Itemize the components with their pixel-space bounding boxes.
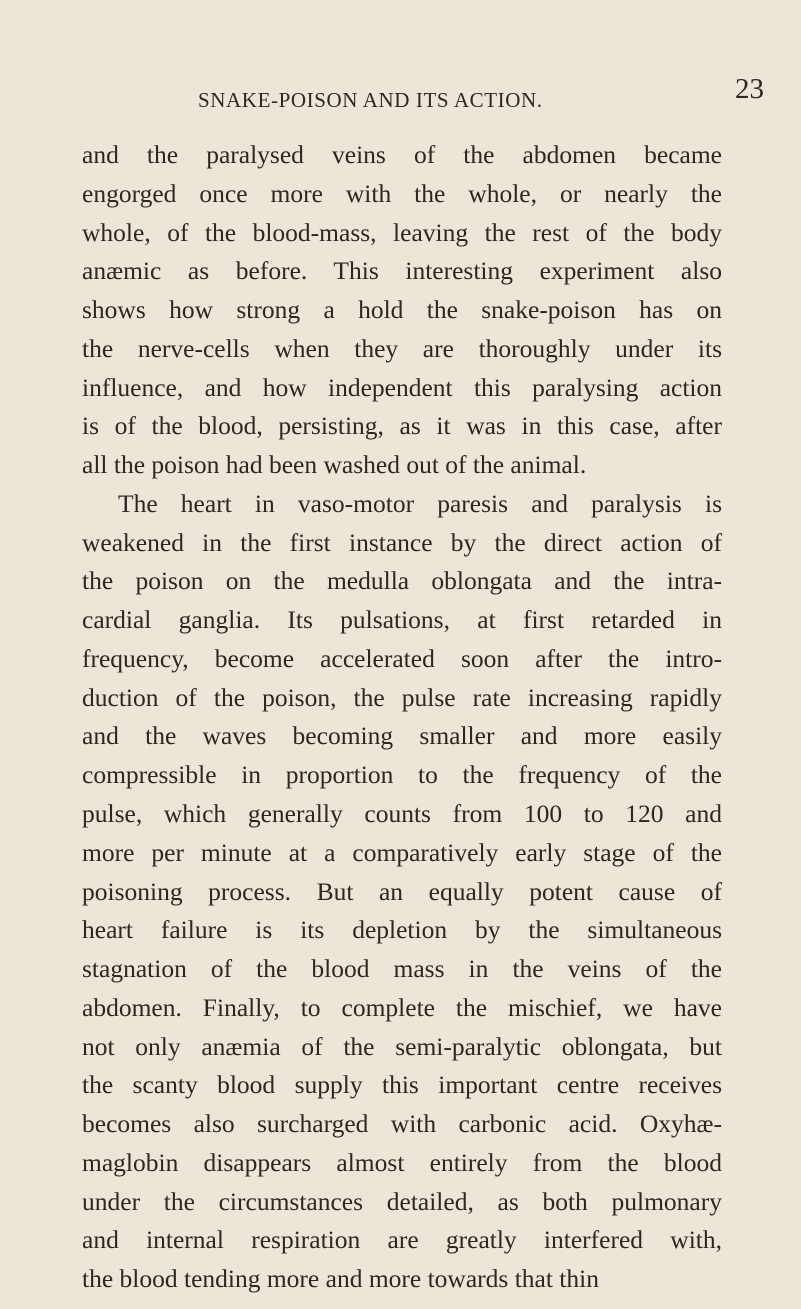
text-line: and internal respiration are greatly interfered with,	[82, 1225, 722, 1255]
text-line: shows how strong a hold the snake-poison has on	[82, 295, 722, 325]
text-line: the scanty blood supply this important centre receives	[82, 1070, 722, 1100]
text-line: heart failure is its depletion by the simultaneous	[82, 915, 722, 945]
text-line: compressible in proportion to the frequency of the	[82, 760, 722, 790]
text-line: maglobin disappears almost entirely from the blood	[82, 1147, 722, 1177]
body-text	[82, 136, 722, 1299]
running-title: SNAKE-POISON AND ITS ACTION.	[198, 88, 543, 112]
text-line: and the waves becoming smaller and more easily	[82, 721, 722, 751]
text-line: is of the blood, persisting, as it was in this case, after	[82, 411, 722, 441]
text-line: and the paralysed veins of the abdomen became	[82, 140, 722, 169]
page-number: 23	[735, 73, 764, 105]
text-line: stagnation of the blood mass in the veins of the	[82, 954, 722, 984]
text-line: pulse, which generally counts from 100 to 120 and	[82, 799, 722, 829]
text-line: the poison on the medulla oblongata and the intra-	[82, 566, 722, 596]
text-line: the nerve-cells when they are thoroughly under its	[82, 333, 722, 363]
text-line: frequency, become accelerated soon after the intro-	[82, 643, 722, 673]
text-line: cardial ganglia. Its pulsations, at first retarded in	[82, 605, 722, 635]
text-line: abdomen. Finally, to complete the mischief, we have	[82, 992, 722, 1022]
text-line: becomes also surcharged with carbonic acid. Oxyhæ-	[82, 1109, 722, 1139]
paragraph-start-line: The heart in vaso-motor paresis and paralysis is	[118, 488, 722, 518]
text-line: engorged once more with the whole, or nearly the	[82, 178, 722, 208]
text-line: under the circumstances detailed, as both pulmonary	[82, 1186, 722, 1216]
running-head	[0, 73, 801, 128]
text-line: anæmic as before. This interesting experiment also	[82, 256, 722, 286]
paragraph-end-line: all the poison had been washed out of the animal.	[82, 450, 587, 480]
text-line: the blood tending more and more towards that thin	[82, 1264, 599, 1294]
text-line: poisoning process. But an equally potent cause of	[82, 876, 722, 906]
text-line: duction of the poison, the pulse rate increasing rapidly	[82, 682, 722, 712]
text-line: weakened in the first instance by the direct action of	[82, 527, 722, 557]
text-line: not only anæmia of the semi-paralytic oblongata, but	[82, 1031, 722, 1061]
text-line: more per minute at a comparatively early stage of the	[82, 837, 722, 867]
text-line: influence, and how independent this paralysing action	[82, 372, 722, 402]
text-line: whole, of the blood-mass, leaving the rest of the body	[82, 217, 722, 247]
